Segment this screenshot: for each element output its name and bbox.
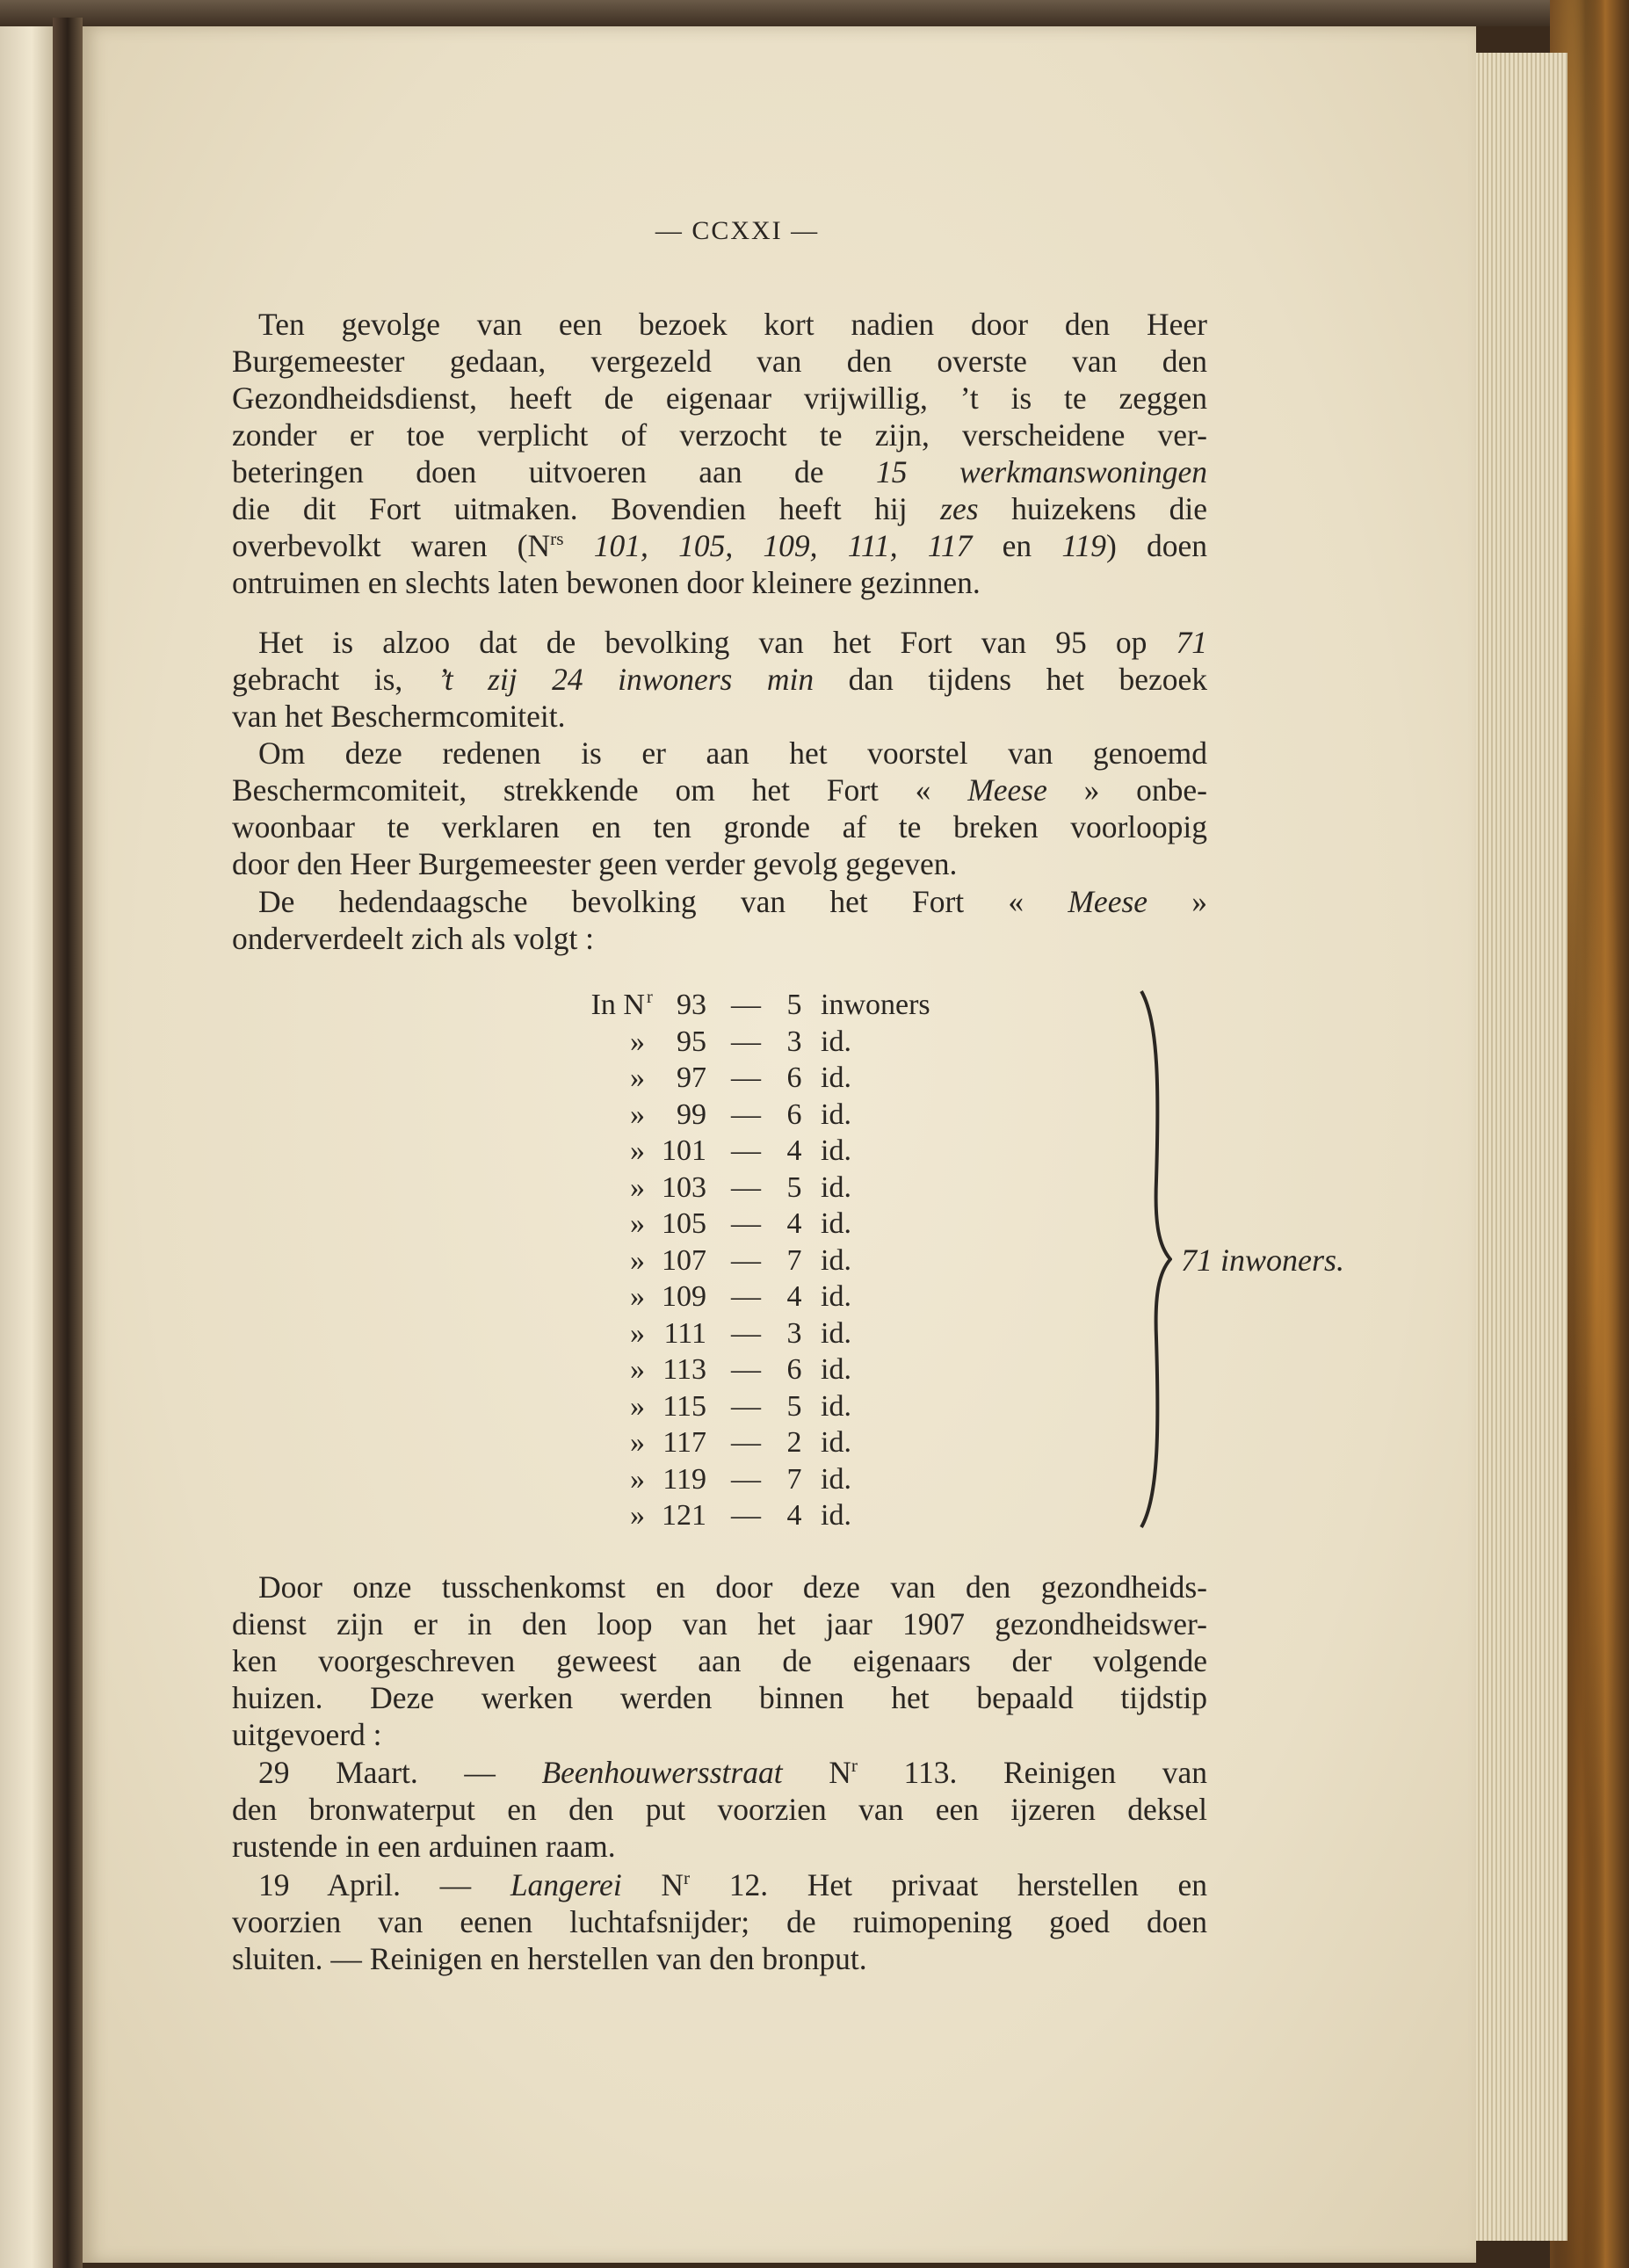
text-line — [232, 453, 1207, 490]
italic-run: Beenhouwersstraat — [541, 1755, 783, 1790]
text-run: 12. Het privaat herstellen en — [728, 1867, 1208, 1902]
background-top — [0, 0, 1629, 26]
page-edges — [1470, 53, 1567, 2241]
row-prefix: In N — [590, 989, 645, 1021]
text-line: door den Heer Burgemeester geen verder gevolg gegeven. — [232, 846, 958, 881]
text-line — [232, 1866, 1207, 1903]
inhabitant-count: 5 — [786, 989, 802, 1021]
italic-run: 71 — [1176, 625, 1208, 660]
house-number: 101 — [662, 1134, 706, 1167]
dash: — — [731, 1207, 761, 1240]
inhabitant-count: 4 — [786, 1280, 802, 1313]
inhabitant-count: 4 — [786, 1207, 802, 1240]
text-line: Gezondheidsdienst, heeft de eigenaar vrijwillig, ’t is te zeggen — [232, 380, 1207, 416]
house-number: 93 — [677, 989, 706, 1021]
count-label: id. — [821, 1499, 851, 1532]
dash: — — [731, 1353, 761, 1386]
house-number: 117 — [662, 1426, 706, 1459]
dash: — — [731, 1426, 761, 1459]
dash: — — [731, 1462, 761, 1496]
row-prefix: » — [630, 1462, 645, 1496]
paragraph-1 — [232, 306, 1207, 601]
count-label: id. — [821, 1134, 851, 1167]
text-line — [232, 883, 1207, 920]
row-prefix: » — [630, 1316, 645, 1350]
house-number: 113 — [662, 1353, 706, 1386]
text-line — [232, 661, 1207, 698]
superscript: rs — [550, 528, 564, 550]
house-number: 109 — [662, 1280, 706, 1313]
row-prefix: » — [630, 1025, 645, 1058]
dash: — — [731, 989, 761, 1021]
count-label: inwoners — [821, 989, 930, 1021]
paragraph-5 — [232, 1569, 1207, 1753]
superscript: r — [683, 1867, 691, 1889]
count-label: id. — [821, 1316, 851, 1350]
text-line: uitgevoerd : — [232, 1717, 382, 1752]
book-gutter — [53, 18, 83, 2268]
house-number: 119 — [662, 1462, 706, 1496]
row-prefix: » — [630, 1243, 645, 1277]
italic-run: zes — [940, 491, 979, 526]
dash: — — [731, 1316, 761, 1350]
house-number: 111 — [663, 1316, 706, 1350]
dash: — — [731, 1389, 761, 1423]
text-run: overbevolkt waren (N — [232, 528, 551, 563]
inhabitant-count: 3 — [786, 1025, 802, 1058]
row-prefix: » — [630, 1499, 645, 1532]
inhabitant-count: 5 — [786, 1170, 802, 1204]
dash: — — [731, 1134, 761, 1167]
row-prefix: » — [630, 1426, 645, 1459]
dash: — — [731, 1243, 761, 1277]
house-number: 121 — [662, 1499, 706, 1532]
paragraph-2 — [232, 624, 1207, 735]
count-label: id. — [821, 1207, 851, 1240]
house-number: 97 — [677, 1062, 706, 1094]
text-line — [232, 772, 1207, 808]
count-label: id. — [821, 1098, 851, 1131]
total-inhabitants: 71 inwoners. — [1181, 1243, 1345, 1278]
italic-run: 119 — [1061, 528, 1106, 563]
text-line: Om deze redenen is er aan het voorstel van genoemd — [258, 735, 1207, 771]
text-run: Beschermcomiteit, strekkende om het Fort « — [232, 772, 931, 808]
dash: — — [731, 1170, 761, 1204]
text-line: ken voorgeschreven geweest aan de eigenaars der volgende — [232, 1643, 1207, 1678]
text-line: den bronwaterput en den put voorzien van een ijzeren deksel — [232, 1792, 1207, 1827]
text-line: onderverdeelt zich als volgt : — [232, 921, 595, 956]
italic-run: 101, 105, 109, 111, 117 — [593, 528, 973, 563]
house-number: 99 — [677, 1098, 706, 1131]
inhabitant-count: 5 — [786, 1389, 802, 1423]
count-label: id. — [821, 1389, 851, 1423]
house-number: 95 — [677, 1025, 706, 1058]
text-line — [232, 1754, 1207, 1791]
row-prefix: » — [630, 1207, 645, 1240]
inhabitant-count: 4 — [786, 1499, 802, 1532]
text-line: zonder er toe verplicht of verzocht te zijn, verscheidene ver- — [232, 417, 1207, 453]
count-label: id. — [821, 1353, 851, 1386]
text-line: huizen. Deze werken werden binnen het bepaald tijdstip — [232, 1680, 1207, 1715]
italic-run: Langerei — [510, 1867, 622, 1902]
curly-brace — [1137, 987, 1172, 1532]
running-head: — CCXXI — — [655, 216, 820, 245]
house-number: 105 — [662, 1207, 706, 1240]
dash: — — [731, 1025, 761, 1058]
inhabitant-count: 3 — [786, 1316, 802, 1350]
text-line: woonbaar te verklaren en ten gronde af te breken voorloopig — [232, 809, 1207, 844]
text-run: gebracht is, — [232, 662, 403, 697]
row-prefix: » — [630, 1170, 645, 1204]
text-line — [232, 490, 1207, 527]
inhabitant-count: 7 — [786, 1462, 802, 1496]
text-run: N — [829, 1755, 851, 1790]
text-line: voorzien van eenen luchtafsnijder; de ruimopening goed doen — [232, 1904, 1207, 1939]
text-line — [232, 624, 1207, 661]
text-run: N — [661, 1867, 684, 1902]
text-line — [232, 527, 1207, 564]
row-prefix: » — [630, 1098, 645, 1131]
row-prefix: » — [630, 1134, 645, 1167]
left-page-edge — [0, 26, 54, 2268]
dash: — — [731, 1280, 761, 1313]
paragraph-3 — [232, 735, 1207, 882]
house-number: 107 — [662, 1243, 706, 1277]
dash: — — [731, 1499, 761, 1532]
text-run: beteringen doen uitvoeren aan de — [232, 454, 824, 489]
italic-run: Meese — [967, 772, 1047, 808]
count-label: id. — [821, 1243, 851, 1277]
row-prefix: » — [630, 1353, 645, 1386]
superscript: r — [851, 1755, 858, 1777]
paragraph-7 — [232, 1866, 1207, 1977]
text-run: die dit Fort uitmaken. Bovendien heeft hij — [232, 491, 908, 526]
inhabitant-count: 4 — [786, 1134, 802, 1167]
house-number: 103 — [662, 1170, 706, 1204]
text-line: sluiten. — Reinigen en herstellen van den bronput. — [232, 1941, 867, 1976]
text-run: huizekens die — [1011, 491, 1208, 526]
count-label: id. — [821, 1170, 851, 1204]
row-prefix: » — [630, 1280, 645, 1313]
italic-run: 15 werkmanswoningen — [876, 454, 1208, 489]
text-run: 113. Reinigen van — [903, 1755, 1207, 1790]
inhabitant-count: 2 — [786, 1426, 802, 1459]
text-line: dienst zijn er in den loop van het jaar 1907 gezondheidswer- — [232, 1606, 1207, 1641]
text-run: 19 April. — — [258, 1867, 472, 1902]
italic-run: ’t zij 24 inwoners min — [437, 662, 814, 697]
book-page: — CCXXI — Ten gevolge van een bezoek kort nadien door den Heer Burgemeester gedaan, vergezeld van den overste van den Gezondheidsdienst, heeft de eigenaar vrijwillig, ’t is te zeggen zonder er toe verplicht of verzocht te zijn, verscheidene ver- beteringen doen uitvoeren aan de 15 werkmanswoningen die dit Fort uitmaken. Bovendien heeft hij zes huizekens die overbevolkt waren ($N^{rs}$ 101, 105, 109, 111, 117 en 119) doen ontruimen en slechts laten bewonen door kleinere gezinnen. Het is alzoo dat de bevolking van het Fort van 95 op 71 gebracht is, ’t zij 24 inwoners min dan tijdens het bezoek van het Beschermcomiteit. Om deze redenen is er aan het voorstel van genoemd Beschermcomiteit, strekkende om het Fort « Meese » onbe- woonbaar te verklaren en ten gronde af te breken voorloopig door den Heer Burgemeester geen verder gevolg gegeven. De hedendaagsche bevolking van het Fort « Meese » onderverdeelt zich als volgt : 71 inwoners. In N r 93 — 5 inwoners » 95 — 3 id. » 97 — 6 id. » 99 — 6 id. » 101 — 4 id. » 103 — 5 id. » 105 — 4 id. » 107 — 7 id. » 109 — 4 id. » 111 — 3 id. » 113 — 6 id. » 115 — 5 id. » 117 — 2 id. » 119 — 7 id. » 121 — 4 id. Door onze tusschenkomst en door deze van den gezondheids- dienst zijn er in den loop van het jaar 1907 gezondheidswer- ken voorgeschreven geweest aan de eigenaars der volgende huizen. Deze werken werden binnen het bepaald tijdstip uitgevoerd : 29 Maart. — Beenhouwersstraat $N^r$ 113. Reinigen van den bronwaterput en den put voorzien van een ijzeren deksel rustende in een arduinen raam. 19 April. — Langerei $N^r$ 12. Het privaat herstellen en voorzien van eenen luchtafsnijder; de ruimopening goed doen sluiten. — Reinigen en herstellen van den bronput. — [83, 26, 1476, 2263]
text-run: » — [1191, 884, 1208, 919]
inhabitant-count: 7 — [786, 1243, 802, 1277]
dash: — — [731, 1098, 761, 1131]
count-label: id. — [821, 1025, 851, 1058]
inhabitant-count: 6 — [786, 1062, 802, 1094]
paragraph-4 — [232, 883, 1207, 957]
text-line: ontruimen en slechts laten bewonen door kleinere gezinnen. — [232, 565, 981, 600]
row-prefix: » — [630, 1389, 645, 1423]
dash: — — [731, 1062, 761, 1094]
count-label: id. — [821, 1426, 851, 1459]
house-number: 115 — [662, 1389, 706, 1423]
text-line: Ten gevolge van een bezoek kort nadien door den Heer — [258, 307, 1207, 342]
text-run: 29 Maart. — — [258, 1755, 496, 1790]
text-run: en — [1002, 528, 1032, 563]
text-line: Burgemeester gedaan, vergezeld van den overste van den — [232, 344, 1207, 379]
paragraph-6 — [232, 1754, 1207, 1865]
text-line: Door onze tusschenkomst en door deze van den gezondheids- — [258, 1569, 1207, 1605]
text-line: van het Beschermcomiteit. — [232, 699, 566, 734]
text-run: » onbe- — [1083, 772, 1208, 808]
count-label: id. — [821, 1062, 851, 1094]
text-run: ) doen — [1105, 528, 1207, 563]
inhabitant-count: 6 — [786, 1098, 802, 1131]
italic-run: Meese — [1068, 884, 1148, 919]
count-label: id. — [821, 1280, 851, 1313]
inhabitant-count: 6 — [786, 1353, 802, 1386]
text-run: Het is alzoo dat de bevolking van het Fort van 95 op — [258, 625, 1148, 660]
count-label: id. — [821, 1462, 851, 1496]
row-prefix: » — [630, 1062, 645, 1094]
text-run: dan tijdens het bezoek — [848, 662, 1208, 697]
text-line: rustende in een arduinen raam. — [232, 1829, 616, 1864]
text-run: De hedendaagsche bevolking van het Fort « — [258, 884, 1024, 919]
